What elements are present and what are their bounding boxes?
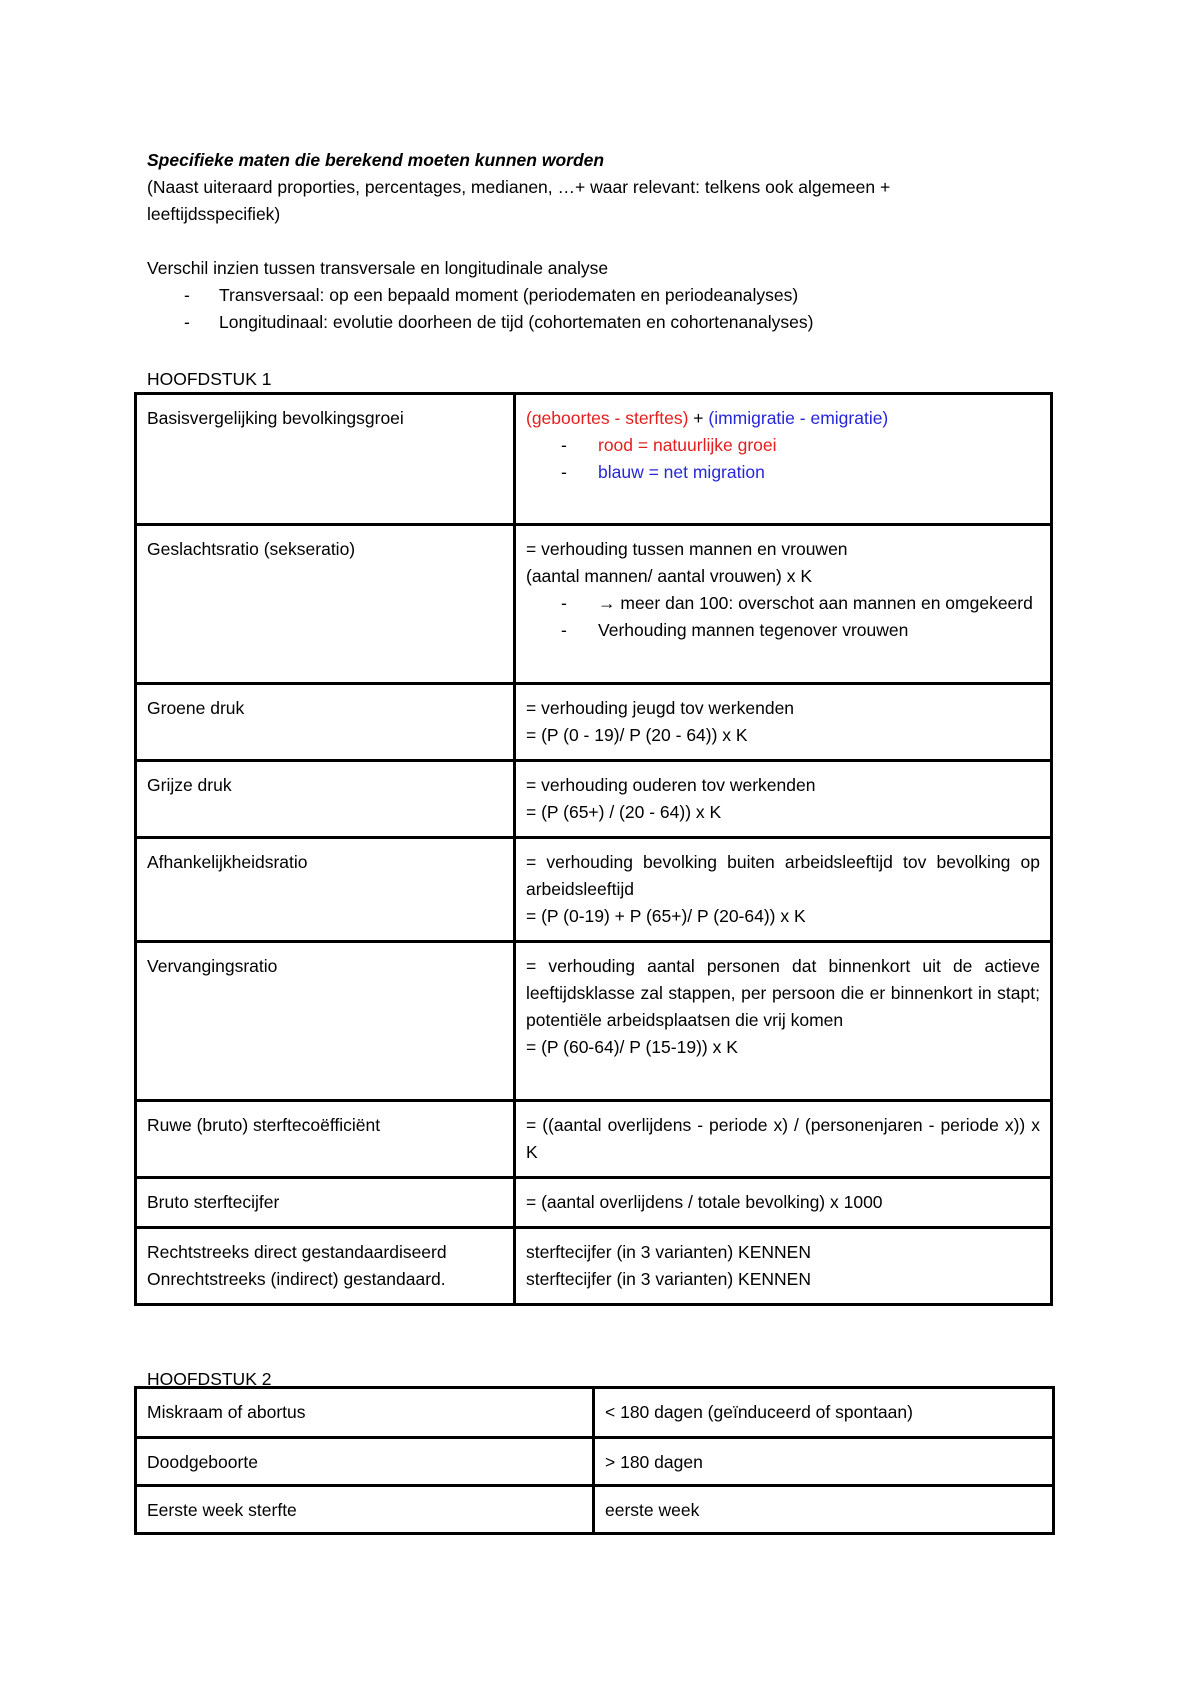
row-value: < 180 dagen (geïnduceerd of spontaan) <box>594 1388 1054 1438</box>
table-row <box>136 394 1052 525</box>
table-row <box>136 1101 1052 1178</box>
table-row <box>136 1178 1052 1228</box>
value-line2: (aantal mannen/ aantal vrouwen) x K <box>526 566 812 586</box>
row-label: Miskraam of abortus <box>136 1388 594 1438</box>
row-value <box>515 1228 1052 1305</box>
chapter2-heading: HOOFDSTUK 2 <box>147 1369 272 1389</box>
row-label <box>136 1228 515 1305</box>
analysis-title: Verschil inzien tussen transversale en longitudinale analyse <box>147 258 609 278</box>
row-value: = ((aantal overlijdens - periode x) / (personenjaren - periode x)) x K <box>515 1101 1052 1178</box>
sub-dash: - <box>561 593 567 613</box>
sub-item <box>526 459 1040 486</box>
sub-dash: - <box>561 620 567 640</box>
sub-text: → meer dan 100: overschot aan mannen en omgekeerd <box>598 593 1033 613</box>
row-label: Vervangingsratio <box>136 942 515 1101</box>
value-line1: sterftecijfer (in 3 varianten) KENNEN <box>526 1242 811 1262</box>
table-row <box>136 761 1052 838</box>
row-value <box>515 684 1052 761</box>
sub-blue: blauw = net migration <box>598 462 765 482</box>
table-row <box>136 838 1052 942</box>
value-line1: = verhouding aantal personen dat binnenkort uit de actieve leeftijdsklasse zal stappen, per persoon die er binnenkort in stapt; potentiële arbeidsplaatsen die vrij komen <box>526 956 1040 1030</box>
row-value <box>515 394 1052 525</box>
sub-item <box>526 432 1040 459</box>
table-row <box>136 1228 1052 1305</box>
value-line1: = verhouding bevolking buiten arbeidsleeftijd tov bevolking op arbeidsleeftijd <box>526 852 1040 899</box>
sub-item <box>526 590 1040 617</box>
row-label: Basisvergelijking bevolkingsgroei <box>136 394 515 525</box>
chapter2-table <box>134 1386 1055 1535</box>
document-title: Specifieke maten die berekend moeten kunnen worden <box>147 150 605 170</box>
chapter1-table <box>134 392 1053 1306</box>
row-label: Bruto sterftecijfer <box>136 1178 515 1228</box>
table-row <box>136 684 1052 761</box>
label-line2: Onrechtstreeks (indirect) gestandaard. <box>147 1269 446 1289</box>
row-value: > 180 dagen <box>594 1438 1054 1486</box>
intro-note-line1: (Naast uiteraard proporties, percentages, medianen, …+ waar relevant: telkens ook algemeen + <box>147 177 891 197</box>
row-value: = (aantal overlijdens / totale bevolking) x 1000 <box>515 1178 1052 1228</box>
table-row <box>136 942 1052 1101</box>
sub-dash: - <box>561 462 567 482</box>
table-row <box>136 525 1052 684</box>
table-row <box>136 1388 1054 1438</box>
value-line2: = (P (60-64)/ P (15-19)) x K <box>526 1037 738 1057</box>
label-line1: Rechtstreeks direct gestandaardiseerd <box>147 1242 447 1262</box>
table-row <box>136 1486 1054 1534</box>
sub-text: Verhouding mannen tegenover vrouwen <box>598 620 909 640</box>
value-line2: = (P (0-19) + P (65+)/ P (20-64)) x K <box>526 906 806 926</box>
row-value: eerste week <box>594 1486 1054 1534</box>
intro-note-line2: leeftijdsspecifiek) <box>147 204 281 224</box>
value-line2: = (P (0 - 19)/ P (20 - 64)) x K <box>526 725 748 745</box>
row-label: Groene druk <box>136 684 515 761</box>
sub-dash: - <box>561 435 567 455</box>
row-value <box>515 761 1052 838</box>
table-row <box>136 1438 1054 1486</box>
value-line1: = verhouding jeugd tov werkenden <box>526 698 795 718</box>
row-value <box>515 942 1052 1101</box>
value-line1: = verhouding tussen mannen en vrouwen <box>526 539 848 559</box>
row-label: Ruwe (bruto) sterftecoëfficiënt <box>136 1101 515 1178</box>
bullet-dash: - <box>184 285 190 305</box>
value-line2: = (P (65+) / (20 - 64)) x K <box>526 802 722 822</box>
value-line1: = verhouding ouderen tov werkenden <box>526 775 816 795</box>
sub-item <box>526 617 1040 644</box>
sub-red: rood = natuurlijke groei <box>598 435 777 455</box>
row-value <box>515 838 1052 942</box>
chapter1-heading: HOOFDSTUK 1 <box>147 369 272 389</box>
row-label: Grijze druk <box>136 761 515 838</box>
bullet-dash: - <box>184 312 190 332</box>
row-label: Geslachtsratio (sekseratio) <box>136 525 515 684</box>
row-label: Doodgeboorte <box>136 1438 594 1486</box>
row-value <box>515 525 1052 684</box>
formula-plus: + <box>688 408 709 428</box>
bullet-text: Longitudinaal: evolutie doorheen de tijd (cohortematen en cohortenanalyses) <box>219 312 814 332</box>
formula-blue: (immigratie - emigratie) <box>708 408 889 428</box>
row-label: Afhankelijkheidsratio <box>136 838 515 942</box>
formula-red: (geboortes - sterftes) <box>526 408 689 428</box>
bullet-text: Transversaal: op een bepaald moment (periodematen en periodeanalyses) <box>219 285 799 305</box>
row-label: Eerste week sterfte <box>136 1486 594 1534</box>
value-line2: sterftecijfer (in 3 varianten) KENNEN <box>526 1269 811 1289</box>
